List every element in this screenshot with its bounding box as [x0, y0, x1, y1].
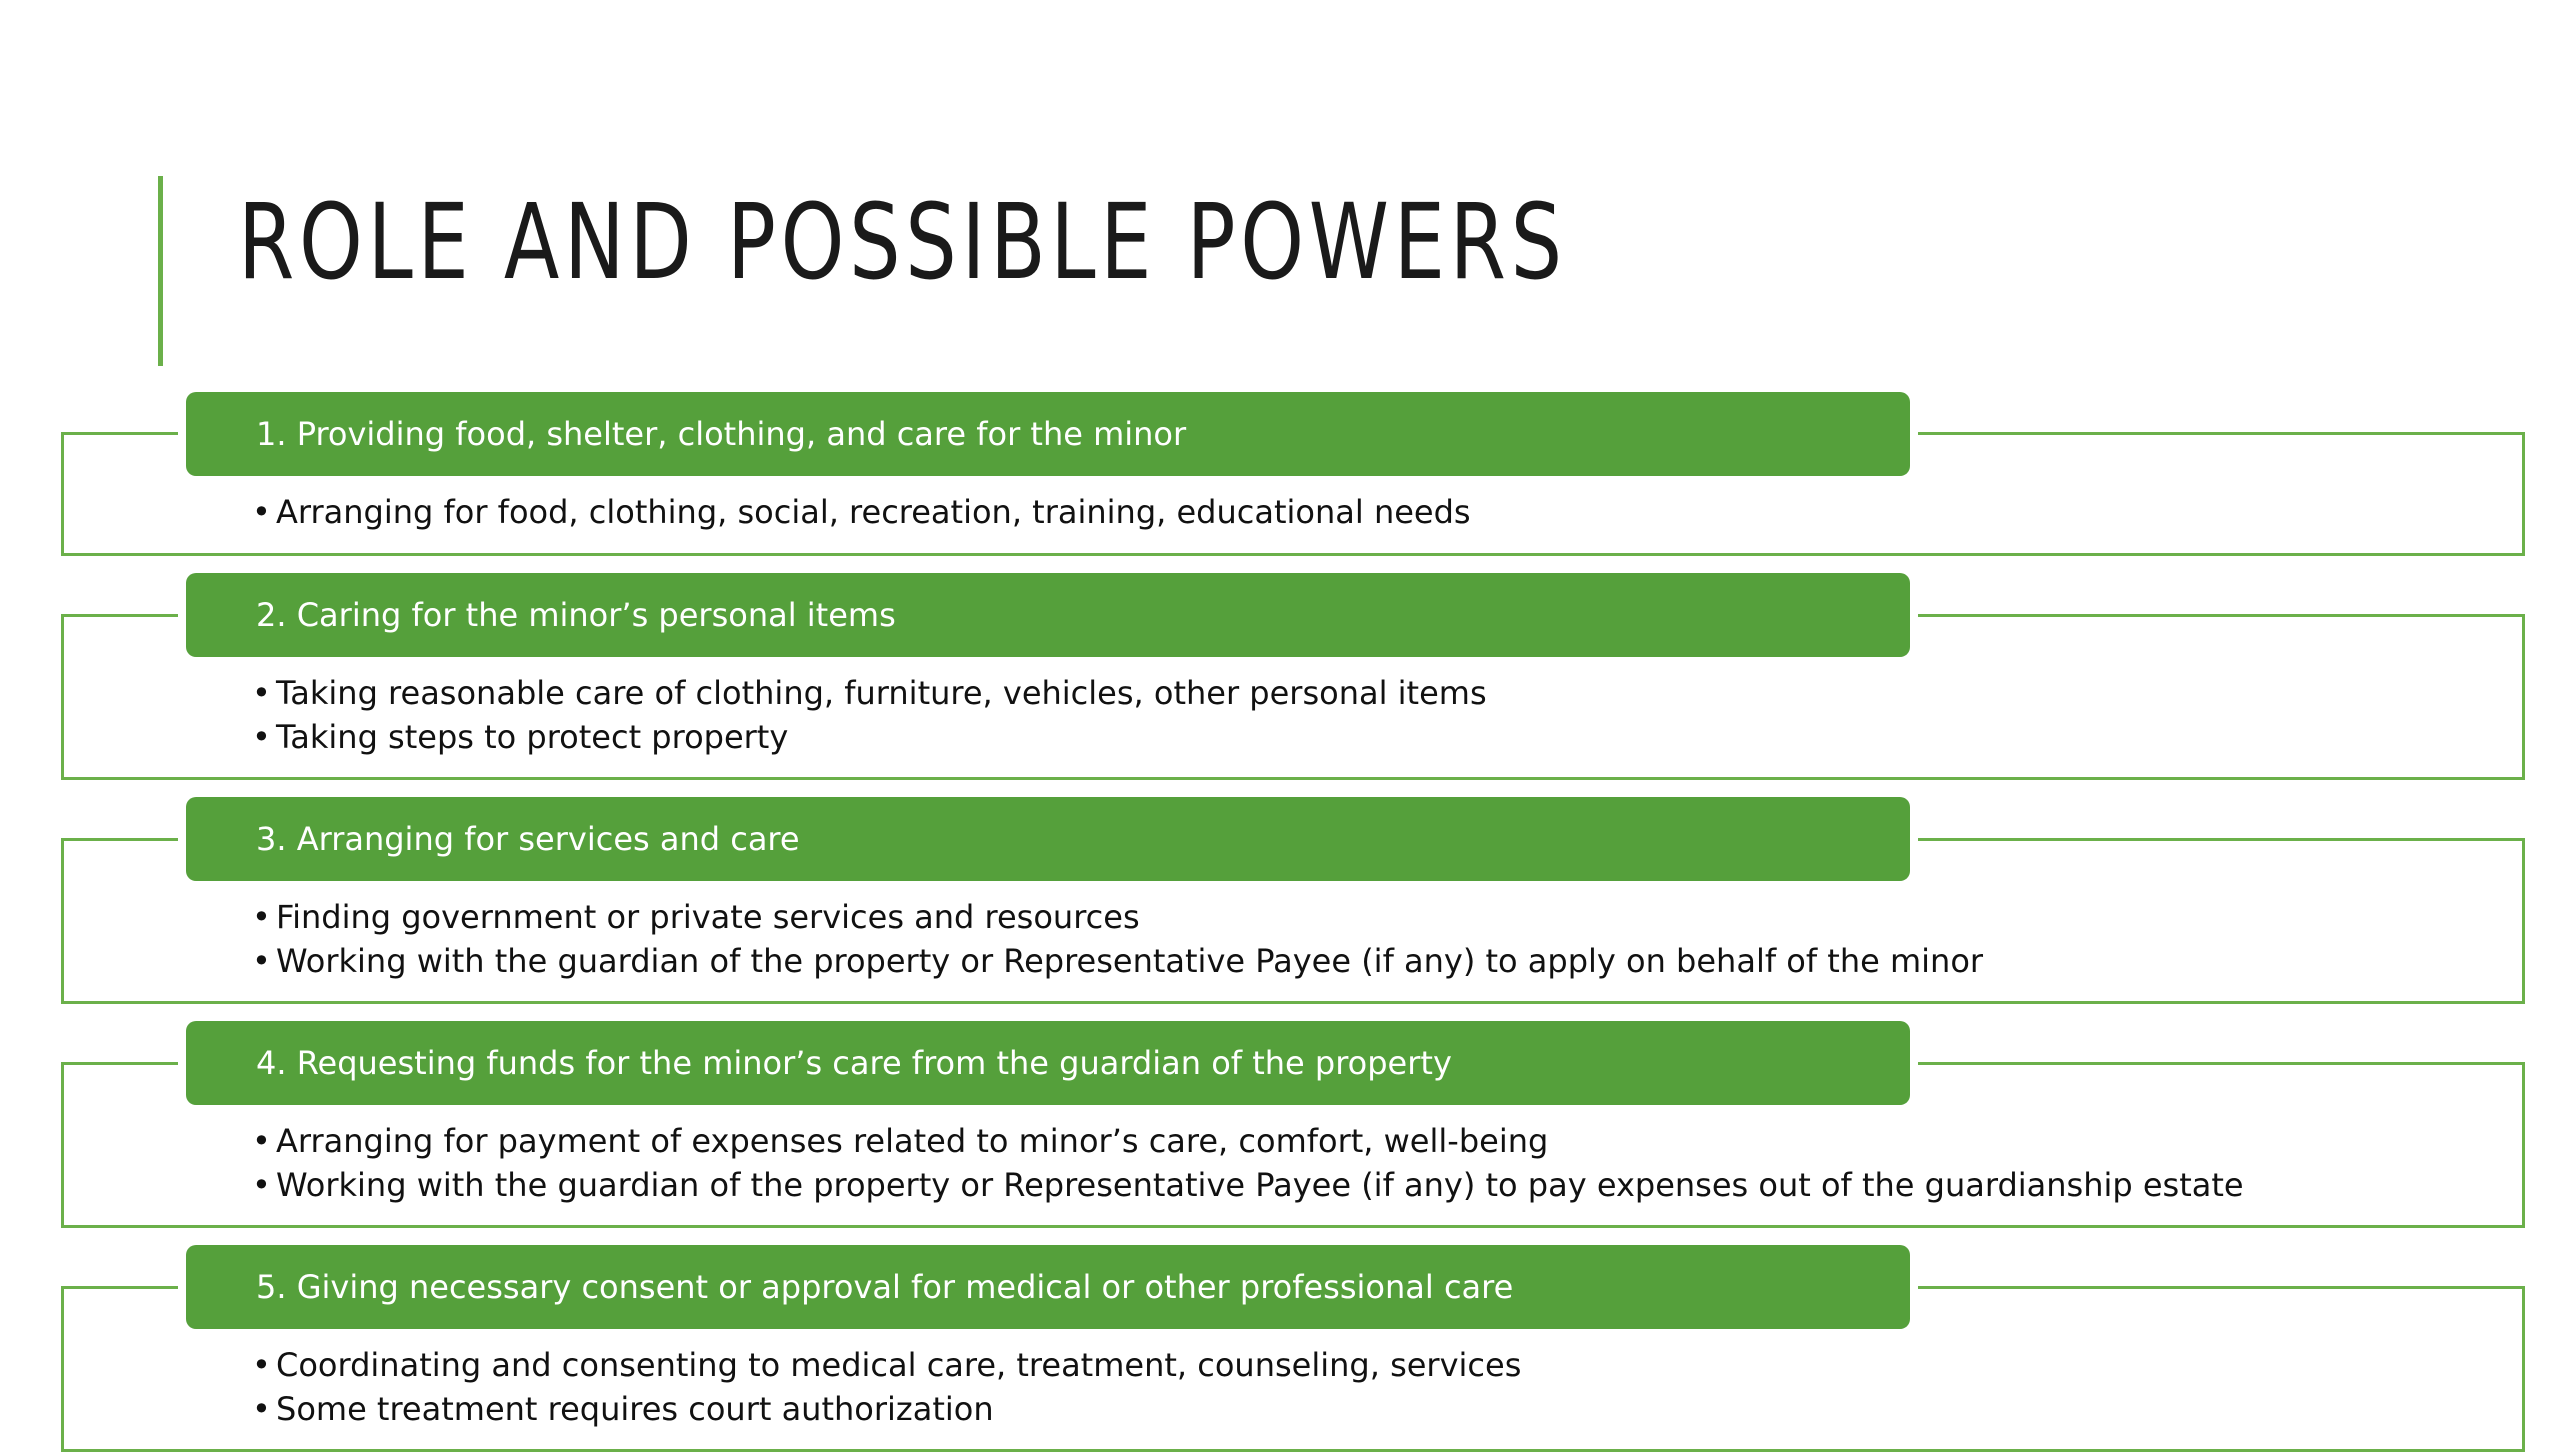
- section-5-heading: 5. Giving necessary consent or approval for medical or other professional care: [186, 1245, 1910, 1329]
- section-3-heading: 3. Arranging for services and care: [186, 797, 1910, 881]
- page-title: ROLE AND POSSIBLE POWERS: [238, 181, 1567, 303]
- section-2-heading: 2. Caring for the minor’s personal items: [186, 573, 1910, 657]
- bullet-icon: •: [252, 674, 271, 712]
- bullet-icon: •: [252, 1122, 271, 1160]
- list-item: • Finding government or private services and resources: [252, 895, 1983, 939]
- bullet-icon: •: [252, 1390, 271, 1428]
- list-item: • Arranging for food, clothing, social, recreation, training, educational needs: [252, 490, 1471, 534]
- list-item: • Some treatment requires court authorization: [252, 1387, 1521, 1431]
- section-1-heading: 1. Providing food, shelter, clothing, and care for the minor: [186, 392, 1910, 476]
- bullet-icon: •: [252, 718, 271, 756]
- list-item: • Working with the guardian of the property or Representative Payee (if any) to apply on behalf of the minor: [252, 939, 1983, 983]
- list-item: • Working with the guardian of the property or Representative Payee (if any) to pay expenses out of the guardianship estate: [252, 1163, 2244, 1207]
- bullet-icon: •: [252, 1166, 271, 1204]
- section-4-bullets: [252, 1119, 2244, 1207]
- section-1-bullets: [252, 490, 1471, 534]
- list-item: • Taking steps to protect property: [252, 715, 1487, 759]
- title-accent-bar: [158, 176, 163, 366]
- list-item: • Taking reasonable care of clothing, furniture, vehicles, other personal items: [252, 671, 1487, 715]
- bullet-icon: •: [252, 898, 271, 936]
- section-5-bullets: [252, 1343, 1521, 1431]
- bullet-icon: •: [252, 493, 271, 531]
- bullet-icon: •: [252, 1346, 271, 1384]
- section-2-bullets: [252, 671, 1487, 759]
- list-item: • Coordinating and consenting to medical care, treatment, counseling, services: [252, 1343, 1521, 1387]
- section-3-bullets: [252, 895, 1983, 983]
- list-item: • Arranging for payment of expenses related to minor’s care, comfort, well-being: [252, 1119, 2244, 1163]
- bullet-icon: •: [252, 942, 271, 980]
- section-4-heading: 4. Requesting funds for the minor’s care from the guardian of the property: [186, 1021, 1910, 1105]
